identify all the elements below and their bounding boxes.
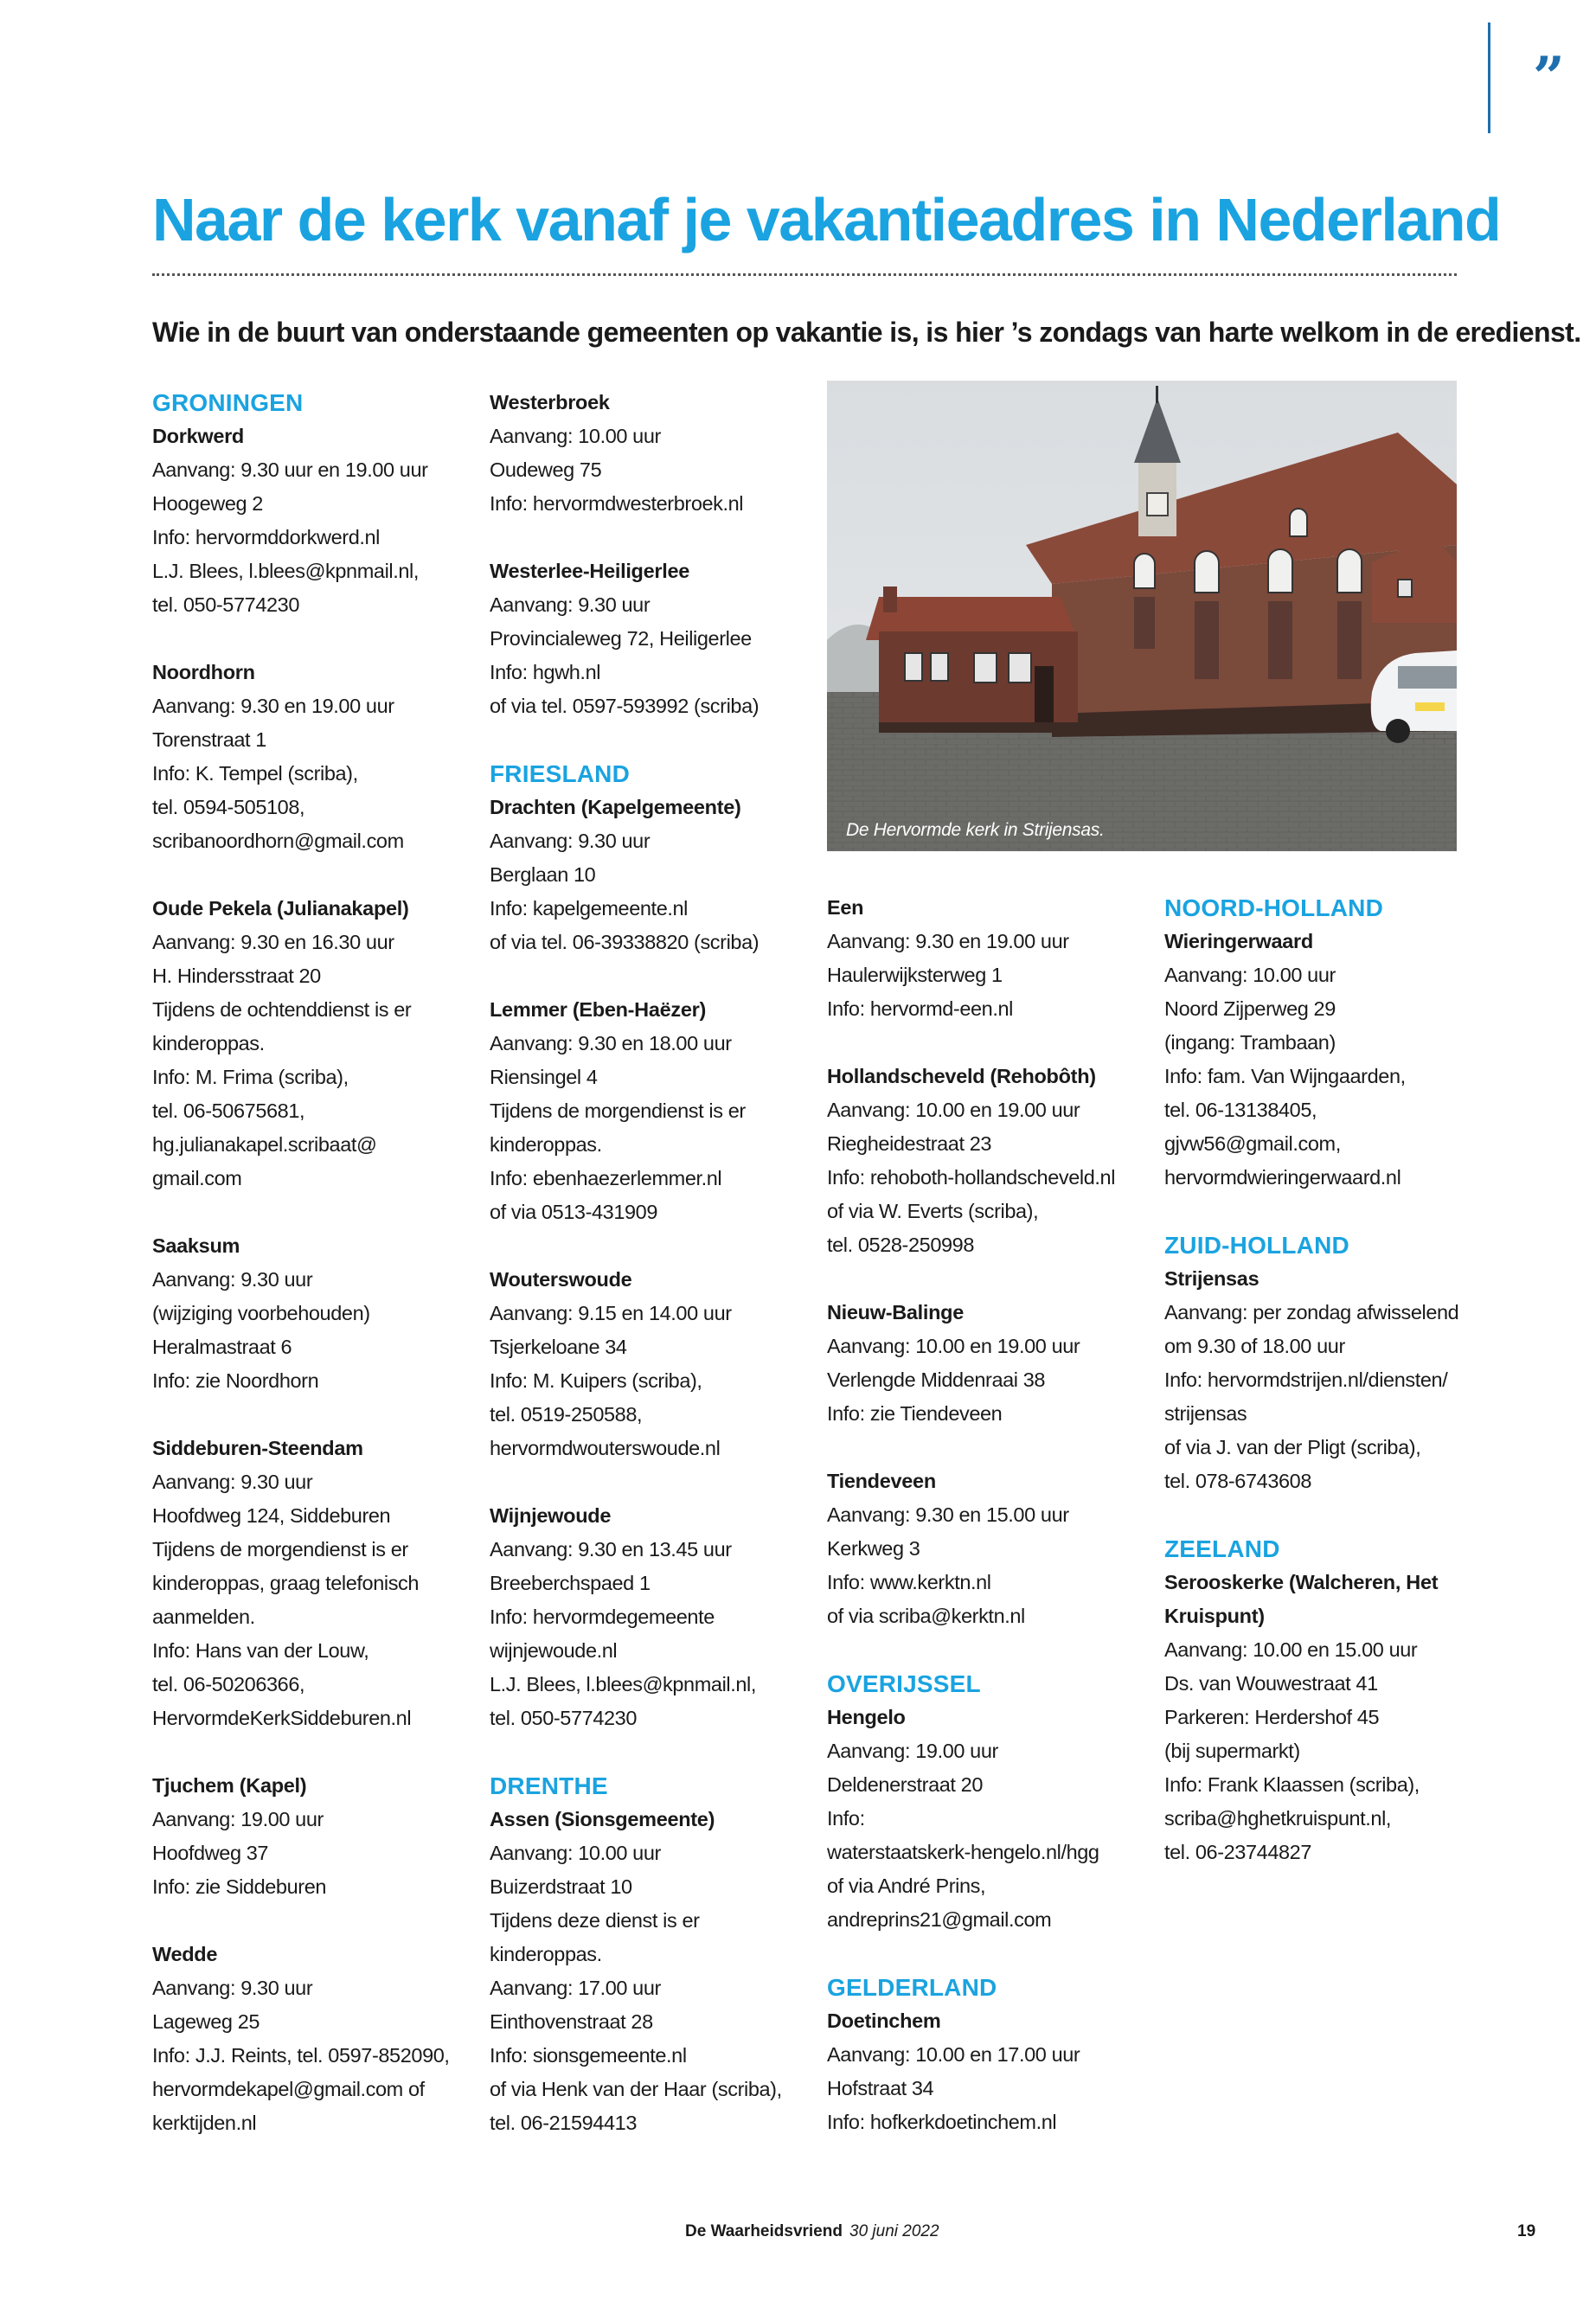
church-entry — [1164, 1262, 1484, 1498]
church-info-line: Info: hervormdwesterbroek.nl — [490, 492, 744, 515]
church-info-line: Aanvang: 9.30 en 19.00 uur — [827, 930, 1069, 952]
church-info-line: waterstaatskerk-hengelo.nl/hgg — [827, 1841, 1099, 1863]
church-info-line: Info: Frank Klaassen (scriba), — [1164, 1773, 1420, 1796]
church-entry — [152, 656, 472, 858]
region-heading: ZUID-HOLLAND — [1164, 1232, 1349, 1259]
church-name: Saaksum — [152, 1234, 240, 1257]
church-info-line: om 9.30 of 18.00 uur — [1164, 1335, 1345, 1357]
church-info-line: aanmelden. — [152, 1606, 255, 1628]
church-info-line: Provincialeweg 72, Heiligerlee — [490, 627, 752, 650]
church-info-line: Deldenerstraat 20 — [827, 1773, 984, 1796]
church-info-line: H. Hindersstraat 20 — [152, 965, 321, 987]
church-info-line: Aanvang: 19.00 uur — [152, 1808, 324, 1830]
church-info-line: Info: hofkerkdoetinchem.nl — [827, 2111, 1057, 2133]
church-info-line: Aanvang: 9.30 en 18.00 uur — [490, 1032, 732, 1054]
church-info-line: Aanvang: 10.00 en 15.00 uur — [1164, 1638, 1418, 1661]
church-info-line: Info: — [827, 1807, 865, 1830]
church-info-line: Kerkweg 3 — [827, 1537, 920, 1560]
church-name: Strijensas — [1164, 1267, 1259, 1290]
church-info-line: Info: J.J. Reints, tel. 0597-852090, — [152, 2044, 450, 2067]
church-info-line: kerktijden.nl — [152, 2112, 257, 2134]
church-info-line: Riegheidestraat 23 — [827, 1132, 992, 1155]
region-heading: OVERIJSSEL — [827, 1670, 981, 1697]
church-name: Nieuw-Balinge — [827, 1301, 965, 1324]
church-info-line: Hoofdweg 37 — [152, 1842, 269, 1864]
church-photo — [827, 381, 1457, 851]
church-name: Westerlee-Heiligerlee — [490, 560, 689, 582]
church-info-line: Hoofdweg 124, Siddeburen — [152, 1504, 391, 1527]
region-heading: DRENTHE — [490, 1772, 608, 1799]
church-info-line: Einthovenstraat 28 — [490, 2010, 653, 2033]
quote-mark-icon: ” — [1533, 45, 1565, 110]
church-name: Dorkwerd — [152, 425, 244, 447]
church-info-line: Riensingel 4 — [490, 1066, 598, 1088]
church-info-line: Aanvang: 9.30 en 13.45 uur — [490, 1538, 732, 1561]
church-info-line: Aanvang: 9.15 en 14.00 uur — [490, 1302, 732, 1324]
church-info-line: Info: rehoboth-hollandscheveld.nl — [827, 1166, 1116, 1189]
church-name: Oude Pekela (Julianakapel) — [152, 897, 409, 920]
church-entry — [490, 993, 810, 1229]
church-info-line: tel. 06-50206366, — [152, 1673, 305, 1695]
region-heading: FRIESLAND — [490, 760, 631, 787]
church-info-line: Aanvang: 9.30 en 15.00 uur — [827, 1503, 1069, 1526]
church-entry — [827, 1701, 1147, 1937]
church-entry — [827, 1465, 1147, 1633]
church-info-line: Info: kapelgemeente.nl — [490, 897, 688, 920]
church-info-line: Ds. van Wouwestraat 41 — [1164, 1672, 1378, 1695]
church-entry — [490, 554, 810, 723]
church-info-line: HervormdeKerkSiddeburen.nl — [152, 1707, 412, 1729]
page-title: Naar de kerk vanaf je vakantieadres in Nederland — [152, 186, 1501, 253]
church-info-line: Info: hervormdegemeente — [490, 1606, 715, 1628]
church-name: Tiendeveen — [827, 1470, 936, 1492]
church-info-line: (bij supermarkt) — [1164, 1740, 1300, 1762]
church-info-line: Haulerwijksterweg 1 — [827, 964, 1003, 986]
church-info-line: Aanvang: per zondag afwisselend — [1164, 1301, 1459, 1324]
church-info-line: Aanvang: 17.00 uur — [490, 1977, 661, 1999]
region-heading: GRONINGEN — [152, 389, 304, 416]
church-info-line: Aanvang: 9.30 en 19.00 uur — [152, 695, 394, 717]
column-1 — [152, 386, 472, 2174]
church-info-line: Info: www.kerktn.nl — [827, 1571, 991, 1593]
margin-rule — [1488, 22, 1490, 133]
church-info-line: Parkeren: Herdershof 45 — [1164, 1706, 1380, 1728]
church-info-line: of via tel. 0597-593992 (scriba) — [490, 695, 760, 717]
church-info-line: Info: M. Frima (scriba), — [152, 1066, 349, 1088]
church-name: Hollandscheveld (Rehobôth) — [827, 1065, 1096, 1087]
church-info-line: Aanvang: 9.30 en 16.30 uur — [152, 931, 394, 953]
church-illustration — [827, 381, 1457, 851]
church-info-line: hervormdekapel@gmail.com of — [152, 2078, 425, 2100]
church-name: Lemmer (Eben-Haëzer) — [490, 998, 706, 1021]
church-info-line: tel. 0594-505108, — [152, 796, 305, 818]
church-info-line: of via Henk van der Haar (scriba), — [490, 2078, 782, 2100]
church-info-line: kinderoppas. — [490, 1133, 602, 1156]
church-entry — [490, 386, 810, 521]
church-entry — [490, 791, 810, 959]
church-entry — [827, 1060, 1147, 1262]
church-info-line: Aanvang: 9.30 uur — [152, 1471, 313, 1493]
church-info-line: hg.julianakapel.scribaat@ — [152, 1133, 377, 1156]
church-name: Tjuchem (Kapel) — [152, 1774, 307, 1797]
church-info-line: Hoogeweg 2 — [152, 492, 263, 515]
church-info-line: hervormdwieringerwaard.nl — [1164, 1166, 1401, 1189]
church-info-line: Tijdens deze dienst is er — [490, 1909, 700, 1932]
church-info-line: Info: ebenhaezerlemmer.nl — [490, 1167, 722, 1189]
column-4 — [1164, 891, 1484, 1903]
church-entry — [490, 1803, 810, 2140]
church-info-line: Aanvang: 10.00 en 19.00 uur — [827, 1335, 1080, 1357]
church-name: Wouterswoude — [490, 1268, 632, 1291]
church-info-line: Aanvang: 10.00 uur — [490, 425, 661, 447]
church-info-line: Aanvang: 9.30 uur — [152, 1977, 313, 1999]
church-name: Wedde — [152, 1943, 218, 1965]
church-info-line: Lageweg 25 — [152, 2010, 260, 2033]
church-info-line: of via tel. 06-39338820 (scriba) — [490, 931, 760, 953]
church-info-line: scribanoordhorn@gmail.com — [152, 830, 404, 852]
church-info-line: gjvw56@gmail.com, — [1164, 1132, 1341, 1155]
church-entry — [490, 1263, 810, 1465]
column-3 — [827, 891, 1147, 2173]
church-info-line: Tijdens de morgendienst is er — [152, 1538, 408, 1561]
church-info-line: Aanvang: 10.00 en 17.00 uur — [827, 2043, 1080, 2066]
church-info-line: Buizerdstraat 10 — [490, 1875, 632, 1898]
region-heading: GELDERLAND — [827, 1974, 997, 2001]
church-entry — [152, 1432, 472, 1735]
church-info-line: scriba@hghetkruispunt.nl, — [1164, 1807, 1392, 1830]
church-entry — [152, 1769, 472, 1904]
region-heading: NOORD-HOLLAND — [1164, 894, 1384, 921]
church-info-line: tel. 050-5774230 — [152, 593, 299, 616]
church-name: Noordhorn — [152, 661, 255, 683]
church-name: Assen (Sionsgemeente) — [490, 1808, 715, 1830]
church-info-line: Info: M. Kuipers (scriba), — [490, 1369, 702, 1392]
church-entry — [490, 1499, 810, 1735]
church-info-line: Info: K. Tempel (scriba), — [152, 762, 358, 785]
church-info-line: Aanvang: 9.30 uur — [490, 593, 651, 616]
church-info-line: Aanvang: 19.00 uur — [827, 1740, 998, 1762]
church-info-line: of via 0513-431909 — [490, 1201, 658, 1223]
church-info-line: wijnjewoude.nl — [490, 1639, 618, 1662]
title-divider — [152, 273, 1457, 276]
church-info-line: tel. 050-5774230 — [490, 1707, 637, 1729]
church-info-line: Info: zie Noordhorn — [152, 1369, 319, 1392]
column-2 — [490, 386, 810, 2174]
region-heading: ZEELAND — [1164, 1535, 1280, 1562]
church-info-line: of via J. van der Pligt (scriba), — [1164, 1436, 1421, 1458]
church-info-line: L.J. Blees, l.blees@kpnmail.nl, — [490, 1673, 756, 1695]
page-number: 19 — [1517, 2222, 1536, 2240]
church-info-line: Heralmastraat 6 — [152, 1336, 292, 1358]
church-info-line: Aanvang: 9.30 uur en 19.00 uur — [152, 458, 428, 481]
church-info-line: Aanvang: 9.30 uur — [490, 830, 651, 852]
church-info-line: tel. 06-13138405, — [1164, 1099, 1317, 1121]
church-info-line: Aanvang: 10.00 uur — [490, 1842, 661, 1864]
church-name: Doetinchem — [827, 2009, 941, 2032]
church-info-line: Info: sionsgemeente.nl — [490, 2044, 687, 2067]
church-info-line: of via André Prins, — [827, 1875, 986, 1897]
church-info-line: Breeberchspaed 1 — [490, 1572, 651, 1594]
church-info-line: Tijdens de morgendienst is er — [490, 1099, 746, 1122]
church-info-line: tel. 0528-250998 — [827, 1234, 974, 1256]
church-info-line: Info: hervormdstrijen.nl/diensten/ — [1164, 1368, 1448, 1391]
church-name-cont: Kruispunt) — [1164, 1605, 1265, 1627]
church-name: Drachten (Kapelgemeente) — [490, 796, 741, 818]
church-name: Een — [827, 896, 864, 919]
church-entry — [1164, 925, 1484, 1195]
church-info-line: tel. 078-6743608 — [1164, 1470, 1311, 1492]
church-info-line: andreprins21@gmail.com — [827, 1908, 1052, 1931]
church-name: Serooskerke (Walcheren, Het — [1164, 1571, 1439, 1593]
church-entry — [827, 1296, 1147, 1431]
church-info-line: Info: zie Siddeburen — [152, 1875, 327, 1898]
church-info-line: kinderoppas. — [490, 1943, 602, 1965]
church-name: Westerbroek — [490, 391, 610, 413]
church-name: Wieringerwaard — [1164, 930, 1313, 952]
church-entry — [152, 420, 472, 622]
church-info-line: L.J. Blees, l.blees@kpnmail.nl, — [152, 560, 419, 582]
church-info-line: Torenstraat 1 — [152, 728, 266, 751]
church-info-line: Aanvang: 9.30 uur — [152, 1268, 313, 1291]
church-entry — [1164, 1566, 1484, 1869]
church-info-line: tel. 06-21594413 — [490, 2112, 637, 2134]
church-info-line: Verlengde Middenraai 38 — [827, 1368, 1046, 1391]
church-info-line: Info: hervormddorkwerd.nl — [152, 526, 380, 548]
church-info-line: Info: fam. Van Wijngaarden, — [1164, 1065, 1406, 1087]
church-info-line: Hofstraat 34 — [827, 2077, 934, 2099]
church-info-line: tel. 0519-250588, — [490, 1403, 643, 1426]
church-info-line: Info: Hans van der Louw, — [152, 1639, 369, 1662]
church-name: Wijnjewoude — [490, 1504, 612, 1527]
church-entry — [152, 1938, 472, 2140]
church-info-line: Tsjerkeloane 34 — [490, 1336, 627, 1358]
church-info-line: kinderoppas. — [152, 1032, 265, 1054]
footer-date: 30 juni 2022 — [849, 2222, 939, 2240]
footer-publication: De Waarheidsvriend — [685, 2222, 843, 2240]
church-info-line: Oudeweg 75 — [490, 458, 602, 481]
church-info-line: of via W. Everts (scriba), — [827, 1200, 1039, 1222]
church-entry — [827, 2004, 1147, 2139]
church-info-line: Berglaan 10 — [490, 863, 596, 886]
church-info-line: strijensas — [1164, 1402, 1247, 1425]
church-info-line: hervormdwouterswoude.nl — [490, 1437, 721, 1459]
church-name: Siddeburen-Steendam — [152, 1437, 363, 1459]
church-info-line: gmail.com — [152, 1167, 242, 1189]
church-info-line: Info: zie Tiendeveen — [827, 1402, 1003, 1425]
photo-caption: De Hervormde kerk in Strijensas. — [846, 820, 1105, 840]
church-info-line: Aanvang: 10.00 uur — [1164, 964, 1336, 986]
church-info-line: Tijdens de ochtenddienst is er — [152, 998, 412, 1021]
church-info-line: tel. 06-50675681, — [152, 1099, 305, 1122]
church-info-line: Aanvang: 10.00 en 19.00 uur — [827, 1099, 1080, 1121]
church-info-line: (wijziging voorbehouden) — [152, 1302, 370, 1324]
church-info-line: (ingang: Trambaan) — [1164, 1031, 1336, 1054]
church-entry — [152, 892, 472, 1195]
church-info-line: Info: hgwh.nl — [490, 661, 601, 683]
church-info-line: Info: hervormd-een.nl — [827, 997, 1013, 1020]
church-entry — [827, 891, 1147, 1026]
church-info-line: tel. 06-23744827 — [1164, 1841, 1311, 1863]
church-entry — [152, 1229, 472, 1398]
church-info-line: of via scriba@kerktn.nl — [827, 1605, 1025, 1627]
church-info-line: kinderoppas, graag telefonisch — [152, 1572, 420, 1594]
church-info-line: Noord Zijperweg 29 — [1164, 997, 1336, 1020]
church-name: Hengelo — [827, 1706, 906, 1728]
intro-text: Wie in de buurt van onderstaande gemeenten op vakantie is, is hier ’s zondags van harte welkom in de eredienst. — [152, 317, 1581, 348]
